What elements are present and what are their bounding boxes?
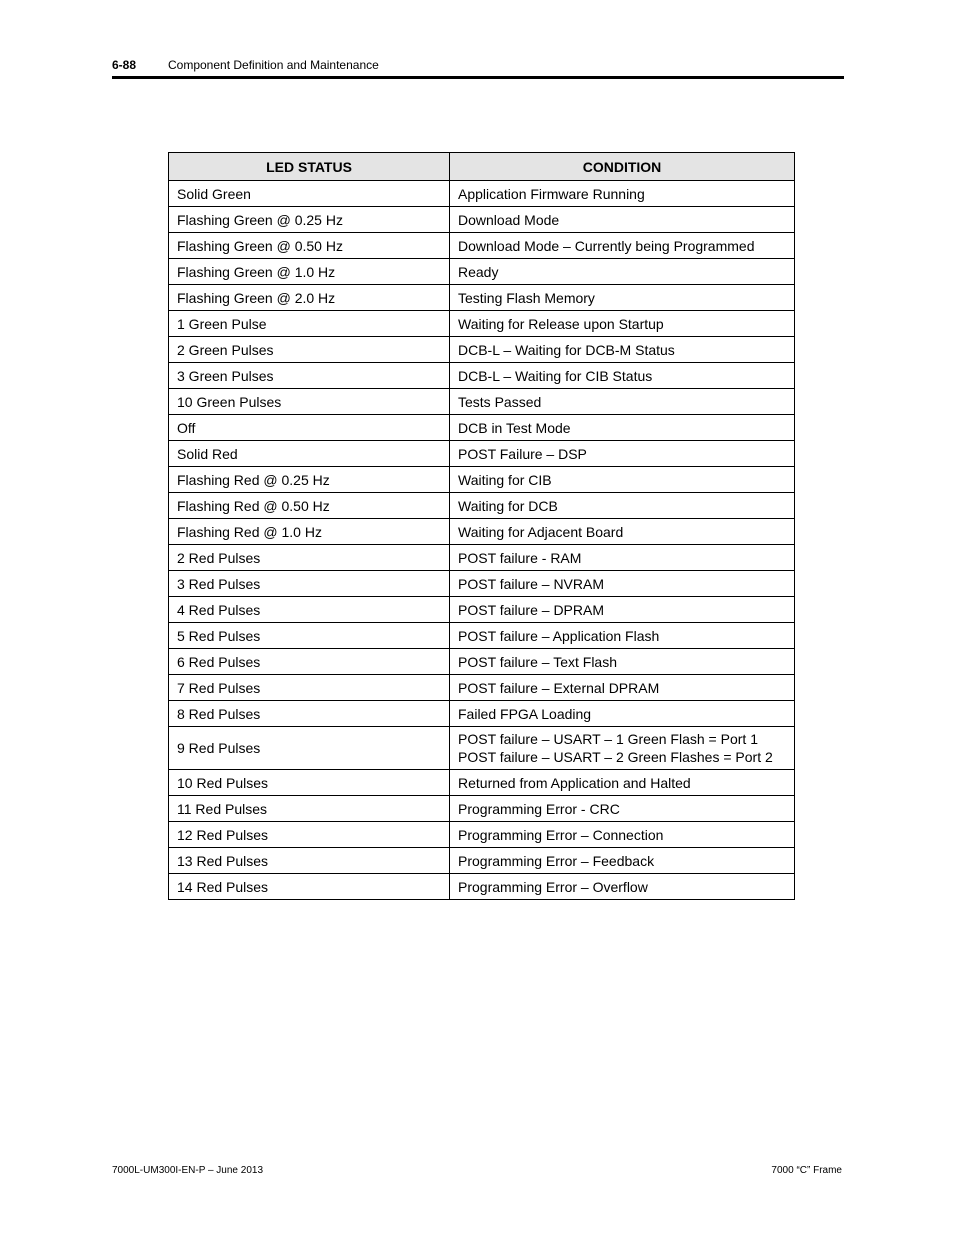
table-row xyxy=(169,415,795,441)
table-row xyxy=(169,519,795,545)
page-header xyxy=(112,56,844,79)
condition-cell: POST failure – Text Flash xyxy=(450,649,795,675)
led-status-cell: Flashing Green @ 1.0 Hz xyxy=(169,259,450,285)
led-status-cell: Flashing Red @ 0.25 Hz xyxy=(169,467,450,493)
condition-cell: POST failure – External DPRAM xyxy=(450,675,795,701)
led-status-cell: 8 Red Pulses xyxy=(169,701,450,727)
led-status-cell: Flashing Red @ 1.0 Hz xyxy=(169,519,450,545)
table-row xyxy=(169,796,795,822)
led-status-cell: Off xyxy=(169,415,450,441)
table-row xyxy=(169,649,795,675)
led-status-cell: 12 Red Pulses xyxy=(169,822,450,848)
led-status-cell: Solid Red xyxy=(169,441,450,467)
led-status-cell: 13 Red Pulses xyxy=(169,848,450,874)
table-row xyxy=(169,259,795,285)
column-header-led-status: LED STATUS xyxy=(169,153,450,181)
led-status-cell: 3 Green Pulses xyxy=(169,363,450,389)
footer-product: 7000 “C” Frame xyxy=(771,1165,842,1176)
led-status-cell: 14 Red Pulses xyxy=(169,874,450,900)
led-status-cell: Flashing Red @ 0.50 Hz xyxy=(169,493,450,519)
led-status-cell: 4 Red Pulses xyxy=(169,597,450,623)
table-row xyxy=(169,181,795,207)
condition-cell: Download Mode xyxy=(450,207,795,233)
table-row xyxy=(169,701,795,727)
condition-line: POST failure – USART – 1 Green Flash = Port 1 xyxy=(458,731,758,747)
led-status-cell: 3 Red Pulses xyxy=(169,571,450,597)
led-status-cell: 5 Red Pulses xyxy=(169,623,450,649)
table-row xyxy=(169,623,795,649)
led-status-cell: Flashing Green @ 2.0 Hz xyxy=(169,285,450,311)
table-row xyxy=(169,571,795,597)
table-row xyxy=(169,822,795,848)
table-row xyxy=(169,363,795,389)
led-status-cell: 2 Red Pulses xyxy=(169,545,450,571)
condition-cell: Waiting for Adjacent Board xyxy=(450,519,795,545)
table-row xyxy=(169,285,795,311)
condition-cell: Waiting for CIB xyxy=(450,467,795,493)
condition-cell: DCB-L – Waiting for DCB-M Status xyxy=(450,337,795,363)
table-row xyxy=(169,545,795,571)
condition-cell: POST failure – Application Flash xyxy=(450,623,795,649)
condition-cell: POST Failure – DSP xyxy=(450,441,795,467)
condition-cell: Programming Error – Overflow xyxy=(450,874,795,900)
condition-cell: Programming Error - CRC xyxy=(450,796,795,822)
table-row xyxy=(169,675,795,701)
condition-cell: POST failure – NVRAM xyxy=(450,571,795,597)
led-status-cell: Flashing Green @ 0.50 Hz xyxy=(169,233,450,259)
table-row xyxy=(169,770,795,796)
condition-cell: Testing Flash Memory xyxy=(450,285,795,311)
table-row xyxy=(169,337,795,363)
led-status-cell: 11 Red Pulses xyxy=(169,796,450,822)
condition-cell: Tests Passed xyxy=(450,389,795,415)
table-row xyxy=(169,207,795,233)
condition-cell: POST failure – DPRAM xyxy=(450,597,795,623)
condition-cell: POST failure - RAM xyxy=(450,545,795,571)
condition-cell: Programming Error – Connection xyxy=(450,822,795,848)
table-body xyxy=(169,181,795,900)
led-status-cell: Solid Green xyxy=(169,181,450,207)
condition-line: POST failure – USART – 2 Green Flashes = Port 2 xyxy=(458,749,773,765)
led-status-cell: Flashing Green @ 0.25 Hz xyxy=(169,207,450,233)
led-status-cell: 2 Green Pulses xyxy=(169,337,450,363)
condition-cell: Waiting for DCB xyxy=(450,493,795,519)
led-status-cell: 10 Green Pulses xyxy=(169,389,450,415)
led-status-cell: 9 Red Pulses xyxy=(169,727,450,770)
condition-cell: DCB in Test Mode xyxy=(450,415,795,441)
led-status-cell: 1 Green Pulse xyxy=(169,311,450,337)
led-status-table xyxy=(168,152,795,900)
condition-cell xyxy=(450,727,795,770)
column-header-condition: CONDITION xyxy=(450,153,795,181)
condition-cell: DCB-L – Waiting for CIB Status xyxy=(450,363,795,389)
table-row xyxy=(169,597,795,623)
table-header-row xyxy=(169,153,795,181)
footer-doc-id: 7000L-UM300I-EN-P – June 2013 xyxy=(112,1165,264,1176)
table-row xyxy=(169,311,795,337)
table-row xyxy=(169,389,795,415)
condition-cell: Returned from Application and Halted xyxy=(450,770,795,796)
condition-cell: Programming Error – Feedback xyxy=(450,848,795,874)
table-row xyxy=(169,233,795,259)
section-title: Component Definition and Maintenance xyxy=(168,58,379,72)
condition-cell: Failed FPGA Loading xyxy=(450,701,795,727)
page-number: 6-88 xyxy=(112,58,137,72)
table-row xyxy=(169,727,795,770)
condition-cell: Ready xyxy=(450,259,795,285)
table-row xyxy=(169,467,795,493)
table-row xyxy=(169,874,795,900)
led-status-cell: 10 Red Pulses xyxy=(169,770,450,796)
led-status-cell: 6 Red Pulses xyxy=(169,649,450,675)
table-row xyxy=(169,848,795,874)
condition-cell: Application Firmware Running xyxy=(450,181,795,207)
led-status-cell: 7 Red Pulses xyxy=(169,675,450,701)
table-row xyxy=(169,441,795,467)
condition-cell: Download Mode – Currently being Programmed xyxy=(450,233,795,259)
condition-cell: Waiting for Release upon Startup xyxy=(450,311,795,337)
table-row xyxy=(169,493,795,519)
